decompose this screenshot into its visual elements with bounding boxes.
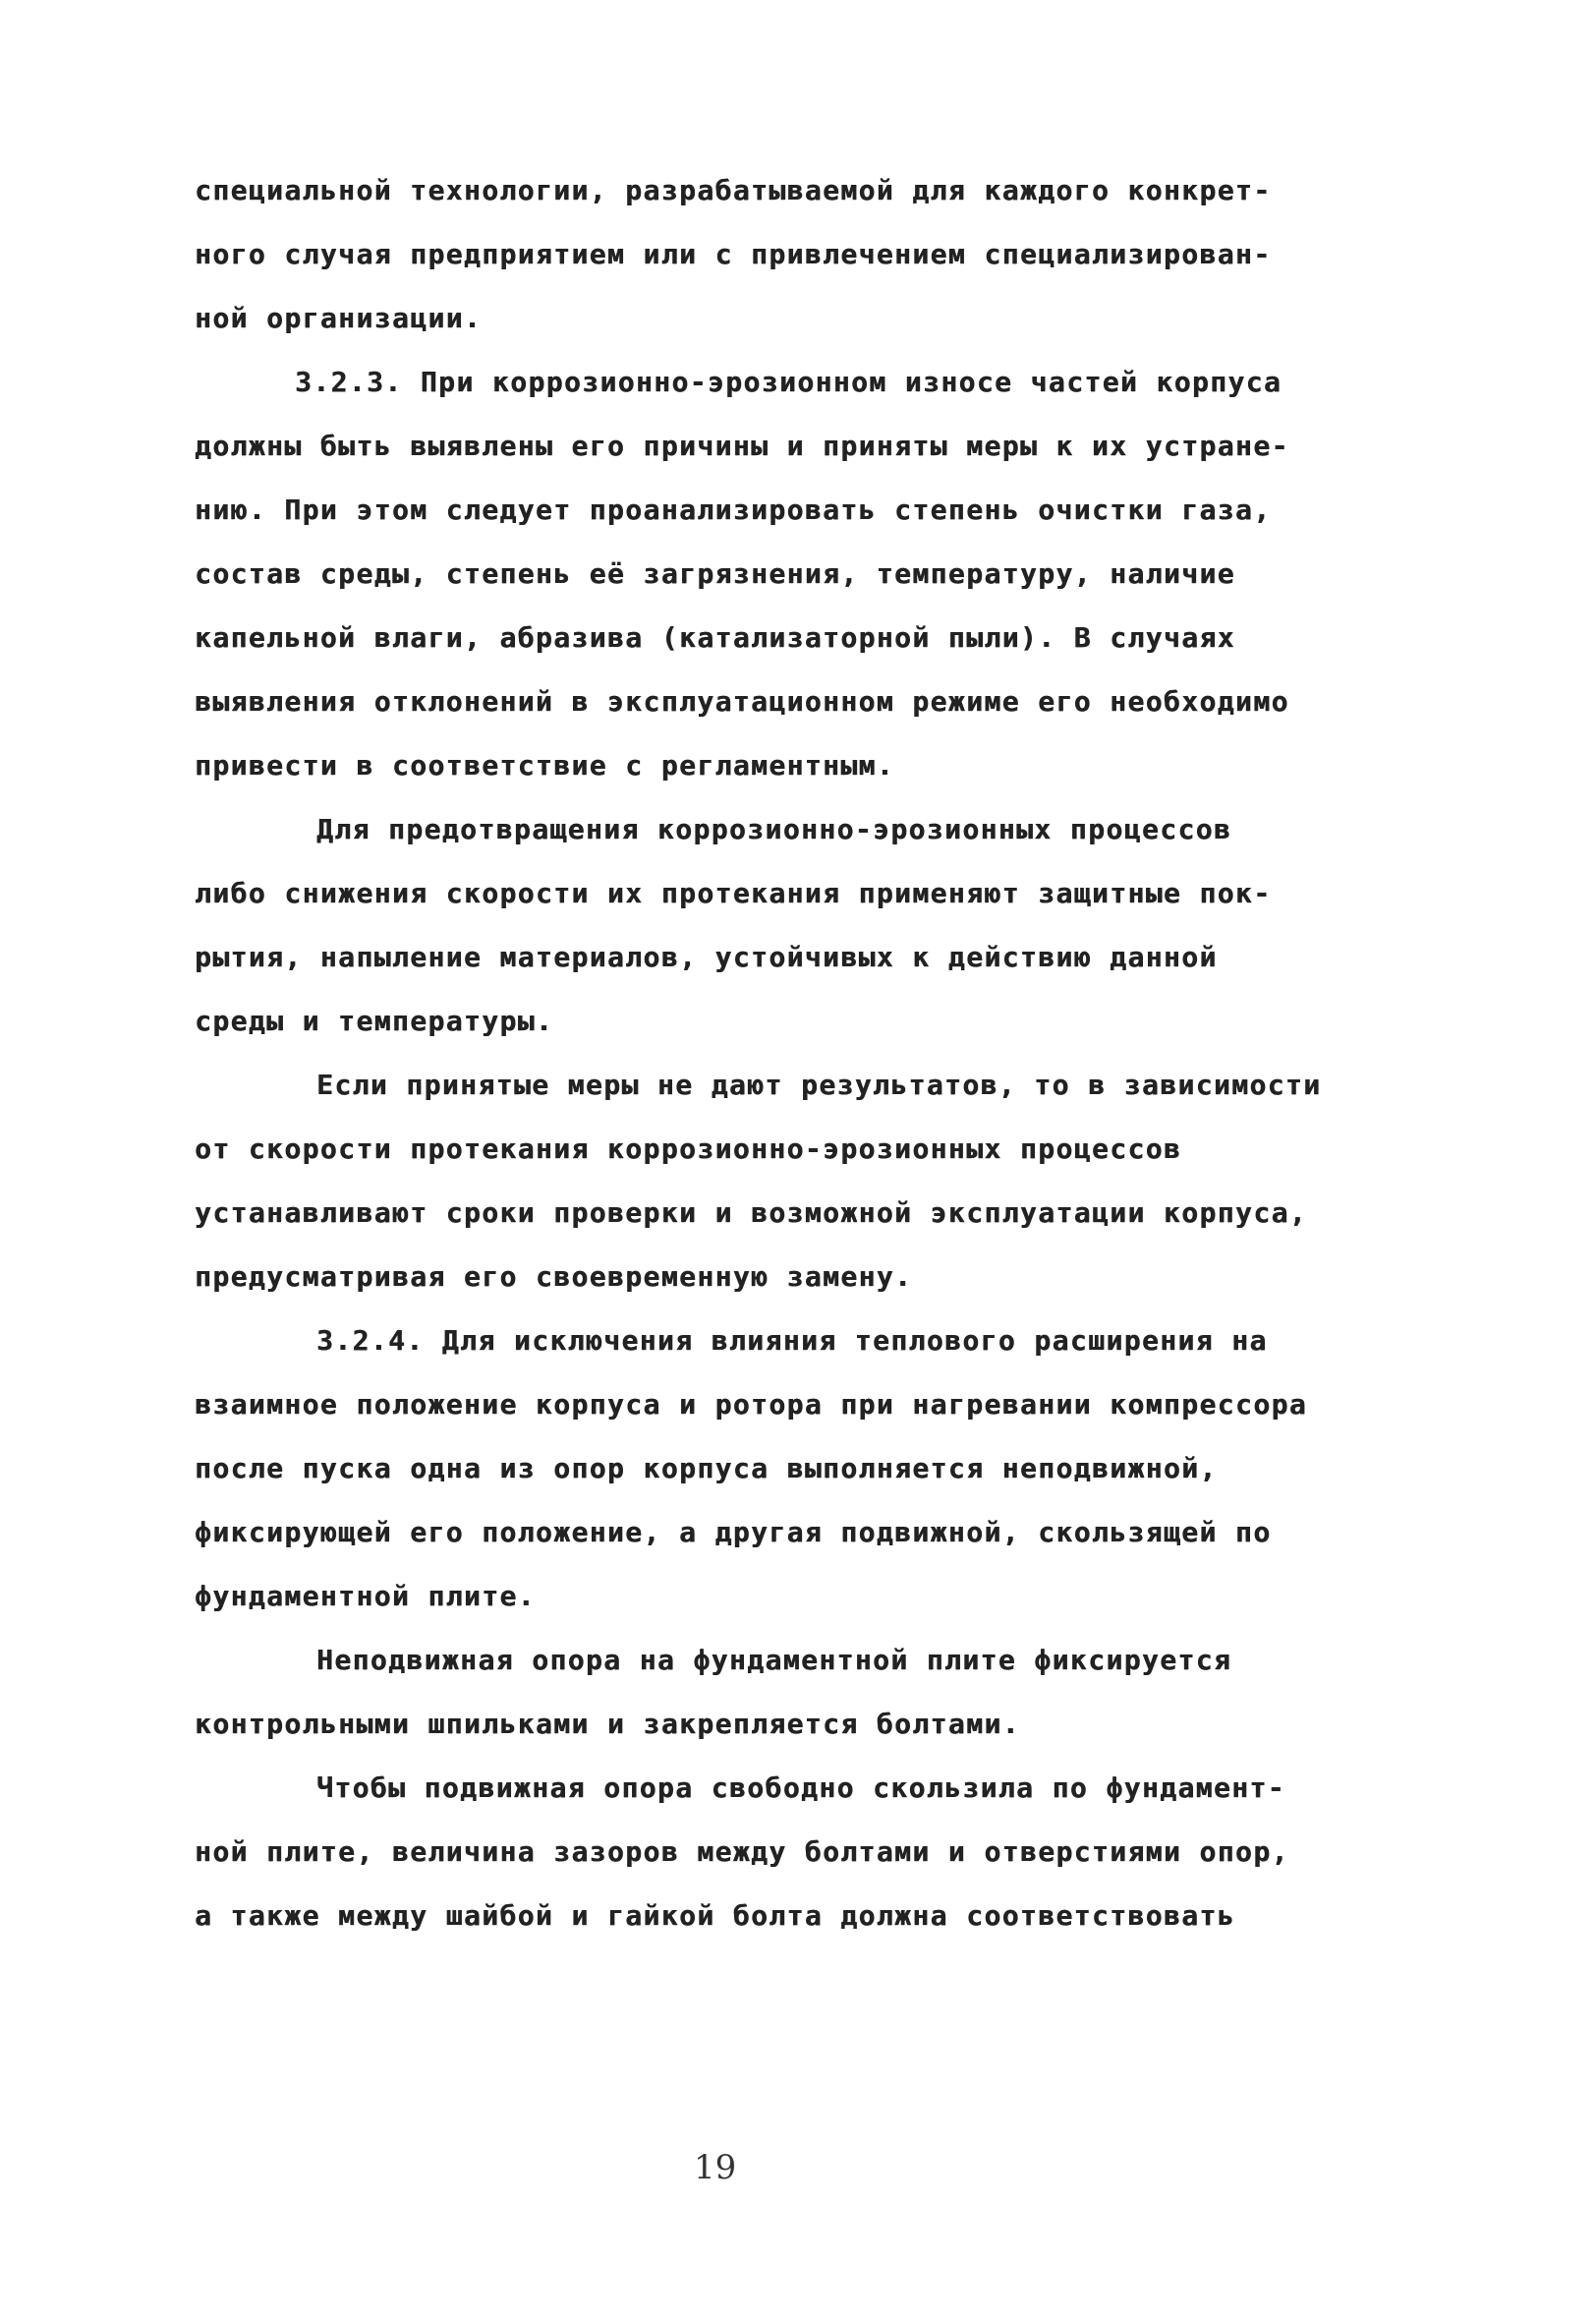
text-line: Для предотвращения коррозионно-эрозионных процессов (316, 813, 1232, 845)
text-line: 3.2.4. Для исключения влияния теплового расширения на (316, 1324, 1268, 1357)
text-line: среды и температуры. (195, 1005, 554, 1037)
text-line: Неподвижная опора на фундаментной плите фиксируется (316, 1644, 1232, 1676)
text-line: фундаментной плите. (195, 1580, 536, 1612)
text-line: ного случая предприятием или с привлечением специализирован- (195, 238, 1272, 270)
text-line: специальной технологии, разрабатываемой для каждого конкрет- (195, 174, 1272, 206)
text-line: состав среды, степень её загрязнения, температуру, наличие (195, 557, 1235, 590)
text-line: привести в соответствие с регламентным. (195, 749, 895, 782)
text-line: ной плите, величина зазоров между болтами и отверстиями опор, (195, 1835, 1289, 1868)
text-line: 3.2.3. При коррозионно-эрозионном износе частей корпуса (295, 366, 1282, 398)
text-line: фиксирующей его положение, а другая подвижной, скользящей по (195, 1516, 1272, 1548)
text-line: ной организации. (195, 302, 483, 334)
text-line: выявления отклонений в эксплуатационном режиме его необходимо (195, 685, 1289, 718)
text-line: взаимное положение корпуса и ротора при нагревании компрессора (195, 1388, 1307, 1421)
text-line: устанавливают сроки проверки и возможной эксплуатации корпуса, (195, 1196, 1307, 1229)
text-line: нию. При этом следует проанализировать степень очистки газа, (195, 493, 1272, 526)
text-line: предусматривая его своевременную замену. (195, 1260, 913, 1293)
text-line: рытия, напыление материалов, устойчивых к действию данной (195, 941, 1218, 973)
text-line: Чтобы подвижная опора свободно скользила по фундамент- (316, 1771, 1285, 1804)
text-line: от скорости протекания коррозионно-эрозионных процессов (195, 1132, 1182, 1165)
text-line: капельной влаги, абразива (катализаторной пыли). В случаях (195, 621, 1235, 654)
text-line: после пуска одна из опор корпуса выполняется неподвижной, (195, 1452, 1218, 1484)
text-line: контрольными шпильками и закрепляется болтами. (195, 1708, 1020, 1740)
text-line: должны быть выявлены его причины и приняты меры к их устране- (195, 430, 1289, 462)
text-line: а также между шайбой и гайкой болта должна соответствовать (195, 1899, 1235, 1932)
page-number: 19 (694, 2148, 737, 2187)
text-line: Если принятые меры не дают результатов, то в зависимости (316, 1069, 1322, 1101)
text-line: либо снижения скорости их протекания применяют защитные пок- (195, 877, 1272, 909)
